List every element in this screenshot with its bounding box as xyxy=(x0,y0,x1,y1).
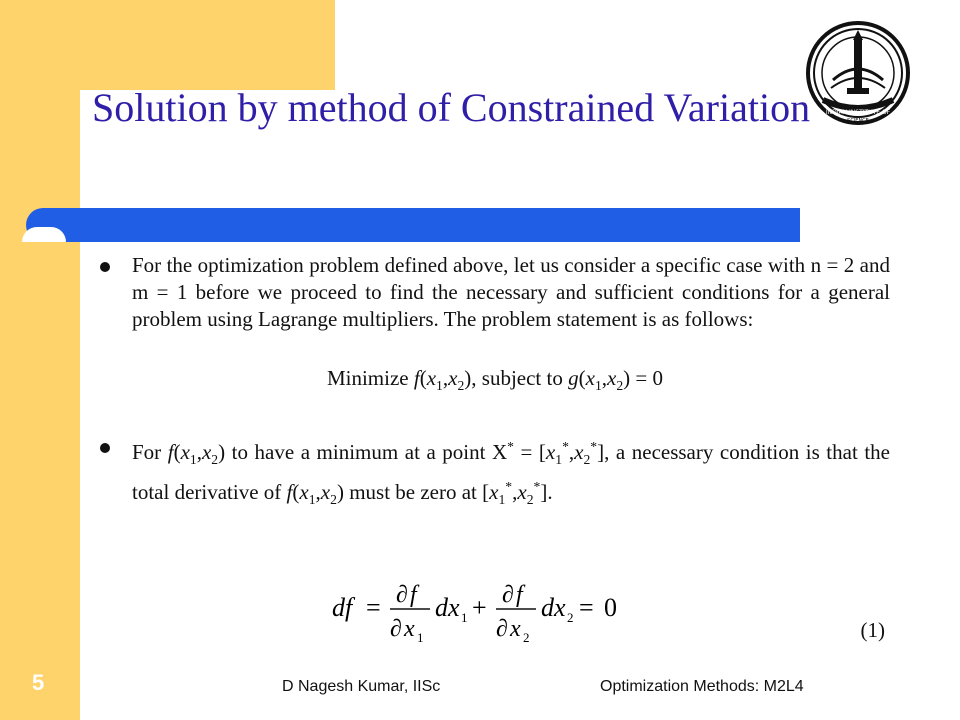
svg-text:=: = xyxy=(579,593,594,622)
slide-title: Solution by method of Constrained Variation xyxy=(92,85,811,130)
svg-text:∂: ∂ xyxy=(390,616,402,642)
problem-statement: Minimize $f(x_1,x_2)$, subject to $g(x_1,x_2) = 0$ xyxy=(326,366,664,394)
top-decorative-band xyxy=(80,0,335,90)
footer-course: Optimization Methods: M2L4 xyxy=(600,678,804,695)
bullet-1: For the optimization problem defined above, let us consider a specific case with n = 2 and m = 1 before we proceed to find the necessary and sufficient conditions for a general problem using Lagrange multipliers. The problem statement is as follows: xyxy=(100,252,890,333)
svg-text:f: f xyxy=(516,582,523,608)
svg-text:df: df xyxy=(332,593,353,622)
svg-text:=: = xyxy=(366,593,381,622)
title-underline-bar xyxy=(26,208,800,242)
svg-text:1: 1 xyxy=(417,630,424,645)
svg-text:SCIENCE: SCIENCE xyxy=(847,118,869,124)
svg-text:dx: dx xyxy=(541,593,566,622)
svg-text:2: 2 xyxy=(523,630,530,645)
equation-number: (1) xyxy=(860,618,885,642)
slide-number: 5 xyxy=(32,670,45,695)
svg-text:0: 0 xyxy=(604,593,617,622)
svg-text:∂: ∂ xyxy=(496,616,508,642)
bullet-2: For $f(x_1,x_2)$ to have a minimum at a point $X^* = [x_1^*,x_2^*]$, a necessary condition is that the total derivative of $f(x_1,x_2)$ must be zero at $[x_1^*,x_2^*]$. xyxy=(100,433,890,513)
title-bar-notch xyxy=(22,227,66,242)
svg-text:f: f xyxy=(410,582,417,608)
svg-text:INDIAN INSTITUTE OF: INDIAN INSTITUTE OF xyxy=(825,109,891,116)
iisc-logo xyxy=(803,18,913,128)
svg-text:2: 2 xyxy=(567,610,574,625)
total-derivative-equation xyxy=(330,572,630,648)
svg-text:+: + xyxy=(472,593,487,622)
svg-text:∂: ∂ xyxy=(396,582,408,608)
svg-text:∂: ∂ xyxy=(502,582,514,608)
slide-content xyxy=(100,252,890,514)
svg-text:x: x xyxy=(510,616,521,642)
left-decorative-band xyxy=(0,0,80,720)
svg-text:x: x xyxy=(404,616,415,642)
svg-text:1: 1 xyxy=(461,610,468,625)
footer-author: D Nagesh Kumar, IISc xyxy=(282,678,441,695)
svg-text:dx: dx xyxy=(435,593,460,622)
